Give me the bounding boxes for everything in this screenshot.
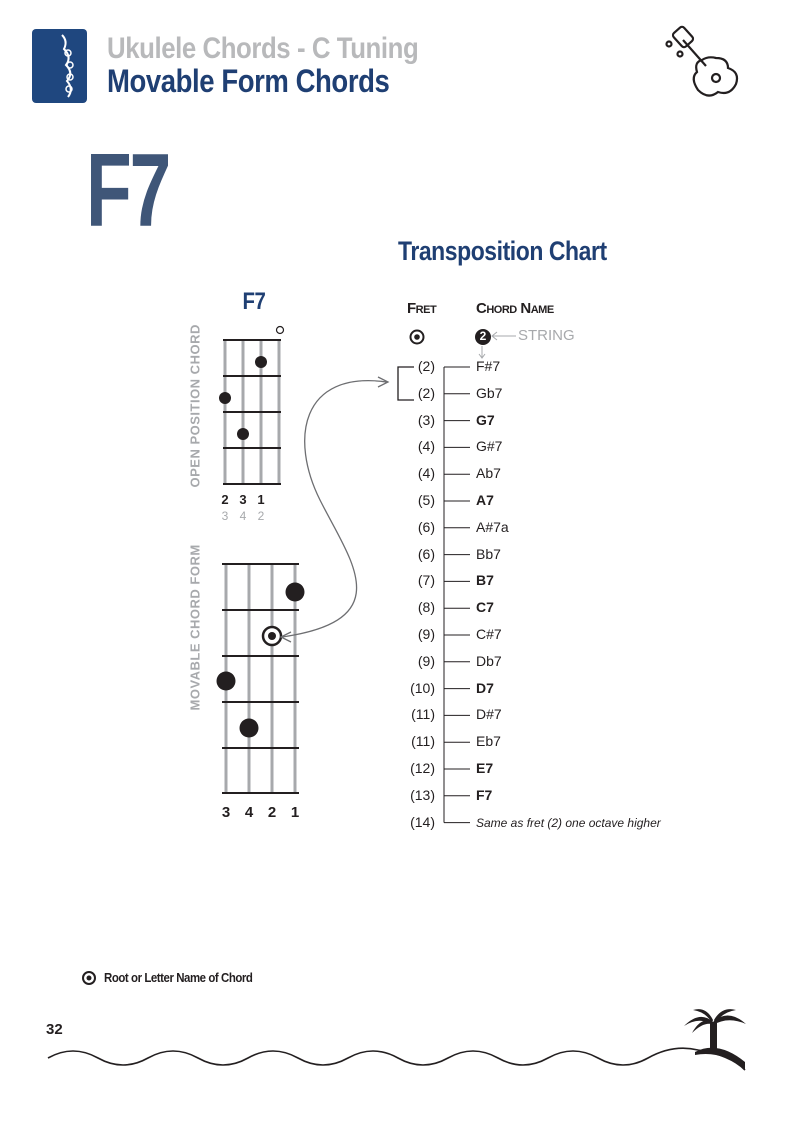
- fret-value: (4): [417, 438, 435, 455]
- fret-value: (9): [417, 652, 435, 669]
- movable-form-label: MOVABLE CHORD FORM: [187, 544, 203, 711]
- table-row: [0, 599, 794, 619]
- chord-name: Db7: [476, 652, 502, 669]
- table-row: [0, 492, 794, 512]
- chord-name: Eb7: [476, 733, 501, 750]
- fret-value: (4): [417, 465, 435, 482]
- fret-value: (11): [411, 733, 435, 750]
- fret-value: (2): [417, 384, 435, 401]
- table-row: [0, 760, 794, 780]
- table-row: [0, 626, 794, 646]
- open-position-label: OPEN POSITION CHORD: [187, 324, 203, 488]
- open-string-marker: [277, 327, 284, 334]
- string-number: 3: [221, 509, 229, 523]
- chord-name: F#7: [476, 358, 501, 374]
- chord-name: Same as fret (2) one octave higher: [476, 815, 661, 830]
- fret-value: (10): [410, 679, 435, 696]
- string-label: STRING: [518, 327, 575, 344]
- fret-value: (11): [411, 706, 435, 723]
- finger-number: 4: [244, 804, 254, 821]
- fret-value: (14): [410, 813, 435, 830]
- chord-name: C#7: [476, 626, 502, 642]
- page-number: 32: [46, 1021, 63, 1038]
- chord-name-column-header: Chord Name: [476, 300, 554, 317]
- finger-number: 1: [290, 804, 300, 821]
- fret-value: (2): [417, 358, 435, 374]
- chord-name: C7: [476, 599, 494, 616]
- finger-number: 2: [267, 804, 277, 821]
- fret-value: (12): [410, 760, 435, 776]
- table-row: [0, 519, 794, 539]
- table-row: [0, 814, 794, 834]
- table-row: [0, 572, 794, 592]
- palm-tree-icon: [684, 1009, 746, 1070]
- fret-value: (13): [410, 786, 435, 803]
- table-row: [0, 680, 794, 700]
- string-number: 2: [257, 509, 265, 523]
- chord-name: B7: [476, 572, 494, 589]
- root-icon: [411, 331, 424, 344]
- chord-name: D#7: [476, 706, 502, 723]
- chord-name: A#7a: [476, 518, 509, 535]
- finger-number: 3: [221, 804, 231, 821]
- table-row: [0, 385, 794, 405]
- chord-name-large: F7: [86, 133, 170, 249]
- legend-root-icon: [83, 972, 95, 984]
- wave-divider: [48, 1048, 745, 1070]
- fret-value: (7): [417, 572, 435, 589]
- table-row: [0, 465, 794, 485]
- fret-column-header: Fret: [407, 300, 437, 317]
- fret-value: (9): [417, 626, 435, 642]
- table-row: [0, 706, 794, 726]
- table-lines: [444, 367, 470, 823]
- chord-name: G#7: [476, 438, 503, 455]
- table-row: [0, 546, 794, 566]
- chord-name: Ab7: [476, 465, 501, 482]
- chord-name: Bb7: [476, 545, 501, 562]
- table-row: [0, 733, 794, 753]
- chord-name: E7: [476, 760, 494, 776]
- header-title: Ukulele Chords - C Tuning: [107, 32, 419, 65]
- string-number: 4: [239, 509, 247, 523]
- chord-name: F7: [476, 786, 493, 803]
- header-subtitle: Movable Form Chords: [107, 63, 390, 99]
- fret-value: (8): [417, 599, 435, 616]
- finger-number: 3: [239, 492, 247, 507]
- ukulele-icon: [667, 26, 738, 96]
- table-row: [0, 438, 794, 458]
- table-row: [0, 412, 794, 432]
- chord-name: Gb7: [476, 384, 503, 401]
- table-row: [0, 653, 794, 673]
- table-row: [0, 358, 794, 378]
- chord-name: G7: [476, 411, 495, 428]
- legend-text: Root or Letter Name of Chord: [104, 970, 253, 985]
- fret-value: (6): [417, 518, 435, 535]
- fret-value: (3): [417, 411, 435, 428]
- fret-value: (5): [417, 492, 435, 508]
- chord-name: A7: [476, 492, 494, 508]
- open-diagram-label: F7: [242, 288, 266, 315]
- table-row: [0, 787, 794, 807]
- string-number-text: 2: [479, 329, 487, 343]
- fret-value: (6): [417, 545, 435, 562]
- finger-number: 1: [257, 492, 265, 507]
- chord-name: D7: [476, 679, 494, 696]
- finger-number: 2: [221, 492, 229, 507]
- transposition-title: Transposition Chart: [398, 236, 607, 266]
